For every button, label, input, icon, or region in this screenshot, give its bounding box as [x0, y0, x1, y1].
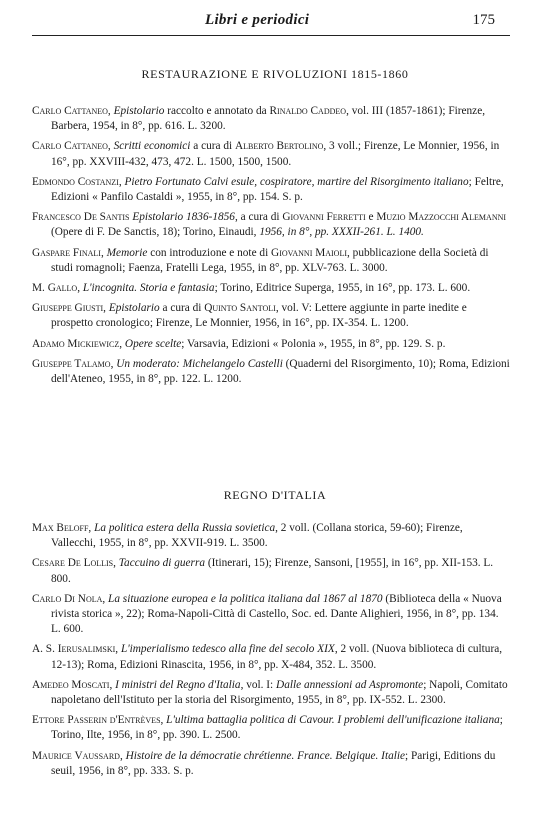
entry-text: , — [115, 643, 121, 656]
entry-title: I ministri del Regno d'Italia — [115, 678, 241, 691]
bibliography-entry — [32, 749, 510, 779]
entry-title: L'incognita. Storia e fantasia — [82, 282, 215, 295]
entry-author: Francesco De Santis — [32, 211, 130, 224]
bibliography-entry — [32, 713, 510, 743]
entry-author: Giovanni Ferretti — [282, 211, 366, 224]
entry-text: ; Parigi, Editions du seuil, 1956, in 8°, pp. 333. S. p. — [51, 749, 496, 777]
entry-title: Opere scelte — [124, 337, 182, 350]
running-header — [0, 12, 550, 34]
bibliography-entry — [32, 301, 510, 331]
entry-author: A. S. Ierusalimski — [32, 643, 116, 656]
entry-author: M. Gallo — [32, 282, 78, 295]
entry-author: Maurice Vaussard — [32, 749, 120, 762]
section-heading-restaurazione: RESTAURAZIONE E RIVOLUZIONI 1815-1860 — [141, 67, 409, 81]
entry-title: La politica estera della Russia sovietica — [94, 522, 276, 534]
entry-text: e — [365, 211, 377, 224]
bibliography-entry — [32, 175, 510, 205]
entry-author: Quinto Santoli — [204, 302, 276, 315]
entry-text: , — [160, 714, 167, 727]
running-title: Libri e periodici — [205, 12, 310, 28]
entry-text: (Opere di F. De Sanctis, 18); Torino, Einaudi, — [51, 226, 260, 239]
entry-author: Alberto Bertolino — [235, 140, 324, 153]
entry-title: L'imperialismo tedesco alla fine del secolo XIX — [120, 643, 335, 656]
entry-text: , 3 voll.; Firenze, Le Monnier, 1956, in 16°, pp. XXVIII-432, 473, 472. L. 1500, 1500, 1500. — [51, 140, 500, 168]
entry-text: , — [100, 246, 107, 259]
bibliography-entry — [32, 337, 510, 352]
entry-author: Muzio Mazzocchi Alemanni — [376, 211, 507, 224]
bibliography-entry — [32, 104, 510, 134]
bibliography-entry — [32, 139, 510, 169]
section-heading-regno: REGNO D'ITALIA — [223, 488, 327, 502]
entry-text: , — [88, 522, 95, 534]
entry-title: Epistolario 1836-1856 — [132, 211, 235, 224]
entry-title: L'ultima battaglia politica di Cavour. I problemi dell'unificazione italiana — [166, 714, 500, 727]
entry-author: Cesare De Lollis — [32, 557, 114, 570]
entry-text: , — [107, 105, 114, 117]
entry-text: , — [77, 282, 83, 295]
entry-text: ; Napoli, Comitato napoletano dell'Istituto per la storia del Risorgimento, 1955, in 8°, pp. IX-552. L. 2300. — [51, 678, 508, 707]
entry-title: Taccuino di guerra — [118, 557, 205, 570]
entry-text: , 2 voll. (Nuova biblioteca di cultura, 12-13); Roma, Edizioni Rinascita, 1956, in 8°, pp. X-484, 352. L. 3500. — [51, 643, 503, 671]
entry-title: Epistolario — [108, 302, 160, 315]
bibliography-entry — [32, 357, 510, 387]
entry-text: , a cura di — [234, 211, 283, 224]
bibliography-entry — [32, 678, 510, 708]
entry-text: (Itinerari, 15); Firenze, Sansoni, [1955], in 16°, pp. XII-153. L. 800. — [51, 557, 494, 585]
entry-text: ; Varsavia, Edizioni « Polonia », 1955, in 8°, pp. 129. S. p. — [181, 337, 446, 350]
entry-text: , pubblicazione della Società di studi romagnoli; Faenza, Fratelli Lega, 1955, in 8°, pp. XLV-763. L. 3000. — [51, 246, 489, 274]
entry-author: Carlo Cattaneo — [32, 105, 108, 117]
entry-author: Max Beloff — [32, 522, 89, 534]
entry-title: Epistolario — [113, 105, 165, 117]
entry-author: Carlo Di Nola — [32, 592, 103, 605]
entry-title: 1956, in 8°, pp. XXXII-261. L. 1400. — [259, 226, 424, 239]
entry-text: ; Torino, Ilte, 1956, in 8°, pp. 390. L. 2500. — [51, 714, 503, 742]
header-rule — [32, 35, 510, 36]
bibliography-entry — [32, 556, 510, 586]
bibliography-list-regno — [32, 521, 510, 784]
entry-title: Histoire de la démocratie chrétienne. France. Belgique. Italie — [125, 749, 406, 762]
entry-author: Giuseppe Giusti — [32, 302, 104, 315]
entry-author: Giuseppe Talamo — [32, 357, 111, 370]
entry-text: , — [113, 557, 119, 570]
bibliography-entry — [32, 246, 510, 276]
bibliography-entry — [32, 642, 510, 672]
bibliography-entry — [32, 521, 510, 551]
bibliography-entry — [32, 592, 510, 638]
entry-title: Scritti economici — [113, 140, 191, 153]
entry-text: raccolto e annotato da — [164, 105, 270, 117]
entry-author: Edmondo Costanzi — [32, 175, 119, 188]
entry-text: , — [103, 302, 109, 315]
entry-text: , — [107, 140, 114, 153]
entry-author: Rinaldo Caddeo — [269, 105, 347, 117]
entry-title: Memorie — [106, 246, 148, 259]
entry-text: , — [119, 337, 125, 350]
entry-text: a cura di — [159, 302, 205, 315]
entry-title: Dalle annessioni ad Aspromonte — [276, 678, 424, 691]
entry-text: , — [118, 175, 125, 188]
entry-author: Amedeo Moscati — [32, 678, 110, 691]
entry-text: ; Feltre, Edizioni « Panfilo Castaldi », 1955, in 8°, pp. 154. S. p. — [51, 175, 504, 204]
bibliography-entry — [32, 281, 510, 296]
page-number: 175 — [472, 12, 495, 28]
entry-title: La situazione europea e la politica italiana dal 1867 al 1870 — [108, 592, 383, 605]
entry-text: , vol. I: — [240, 678, 277, 691]
entry-text: , 2 voll. (Collana storica, 59-60); Firenze, Vallecchi, 1955, in 8°, pp. XXVII-919. L. 3500. — [51, 522, 463, 550]
entry-text: , — [119, 749, 126, 762]
entry-author: Ettore Passerin d'Entrèves — [32, 714, 161, 727]
entry-title: Un moderato: Michelangelo Castelli — [116, 357, 283, 370]
entry-text: a cura di — [190, 140, 235, 153]
entry-author: Giovanni Maioli — [271, 246, 348, 259]
entry-text: (Quaderni del Risorgimento, 10); Roma, Edizioni dell'Ateneo, 1955, in 8°, pp. 122. L. 1200. — [51, 357, 510, 386]
entry-text: , — [109, 678, 116, 691]
entry-author: Gaspare Finali — [32, 246, 101, 259]
entry-author: Carlo Cattaneo — [32, 140, 108, 153]
entry-text: (Biblioteca della « Nuova rivista storica », 22); Roma-Napoli-Città di Castello, Soc. ed. Dante Alighieri, 1956, in 8°, pp. 134. L. 600. — [51, 592, 502, 636]
bibliography-list-restaurazione — [32, 104, 510, 392]
entry-text: , vol. V: Lettere aggiunte in parte inedite e prospetto cronologico; Firenze, Le Monnier, 1956, in 16°, pp. IX-354. L. 1200. — [51, 302, 467, 330]
entry-text: , — [110, 357, 117, 370]
entry-title: Pietro Fortunato Calvi esule, cospiratore, martire del Risorgimento italiano — [124, 175, 469, 188]
bibliography-entry — [32, 210, 510, 240]
entry-text: , — [102, 592, 109, 605]
entry-text: , vol. III (1857-1861); Firenze, Barbera, 1954, in 8°, pp. 616. L. 3200. — [51, 105, 486, 133]
entry-author: Adamo Mickiewicz — [32, 337, 120, 350]
entry-text: con introduzione e note di — [147, 246, 272, 259]
entry-text: ; Torino, Editrice Superga, 1955, in 16°, pp. 173. L. 600. — [214, 282, 471, 295]
